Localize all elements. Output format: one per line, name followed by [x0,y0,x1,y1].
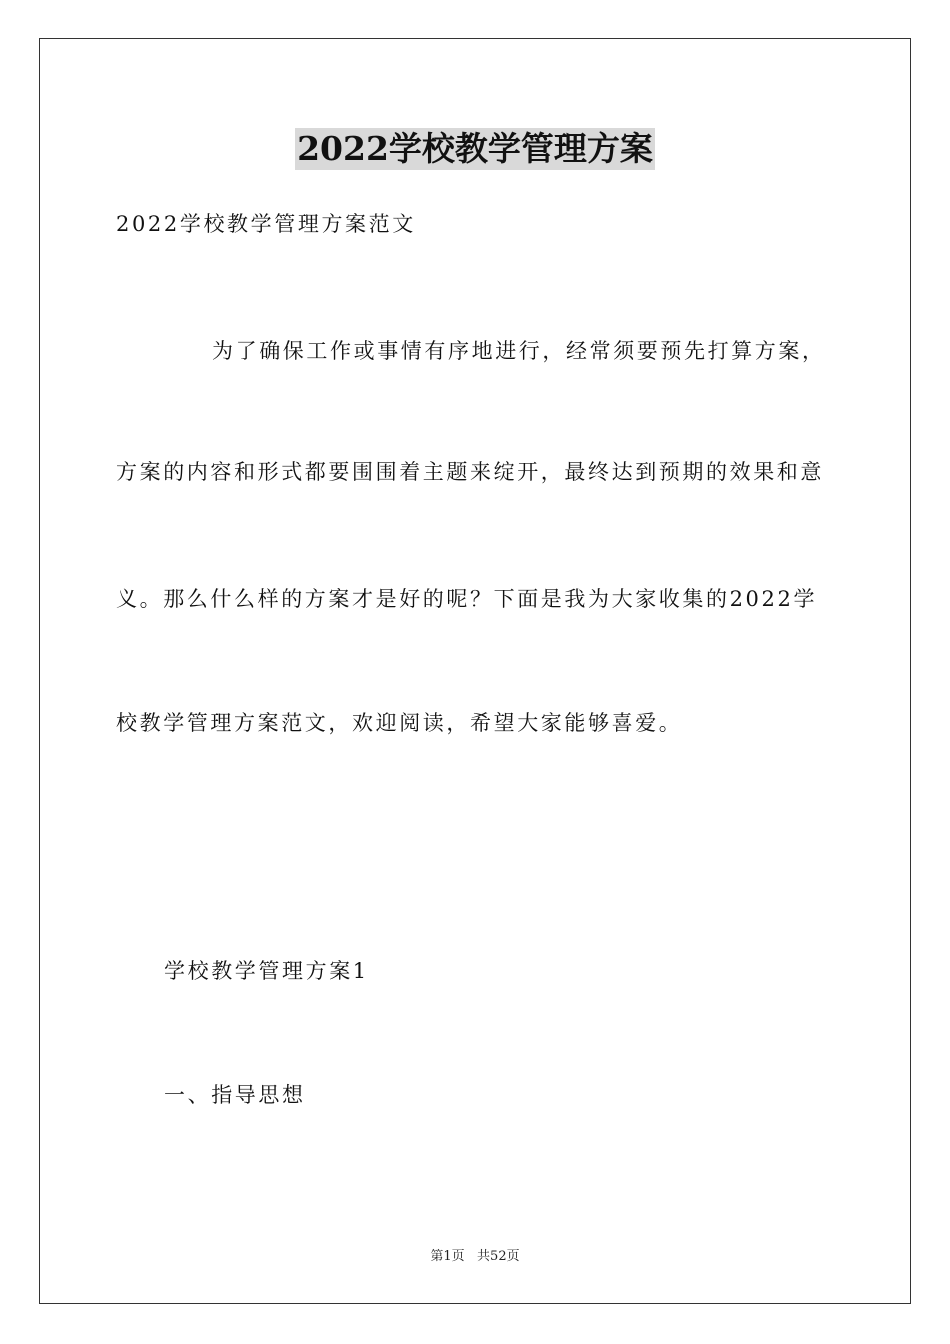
paragraph-line-4: 校教学管理方案范文，欢迎阅读，希望大家能够喜爱。 [116,711,683,735]
paragraph-line-1: 为了确保工作或事情有序地进行，经常须要预先打算方案， [212,339,826,363]
paragraph-line-3: 义。那么什么样的方案才是好的呢？下面是我为大家收集的2022学 [116,587,818,611]
page-number-footer: 第1页 共52页 [430,1249,520,1264]
subsection-heading: 一、指导思想 [164,1083,306,1107]
document-title: 2022学校教学管理方案 [297,129,653,168]
section-heading: 学校教学管理方案1 [164,959,369,983]
document-title-container [0,128,950,170]
paragraph-line-2: 方案的内容和形式都要围围着主题来绽开，最终达到预期的效果和意 [116,460,824,484]
document-subtitle: 2022学校教学管理方案范文 [116,212,416,236]
